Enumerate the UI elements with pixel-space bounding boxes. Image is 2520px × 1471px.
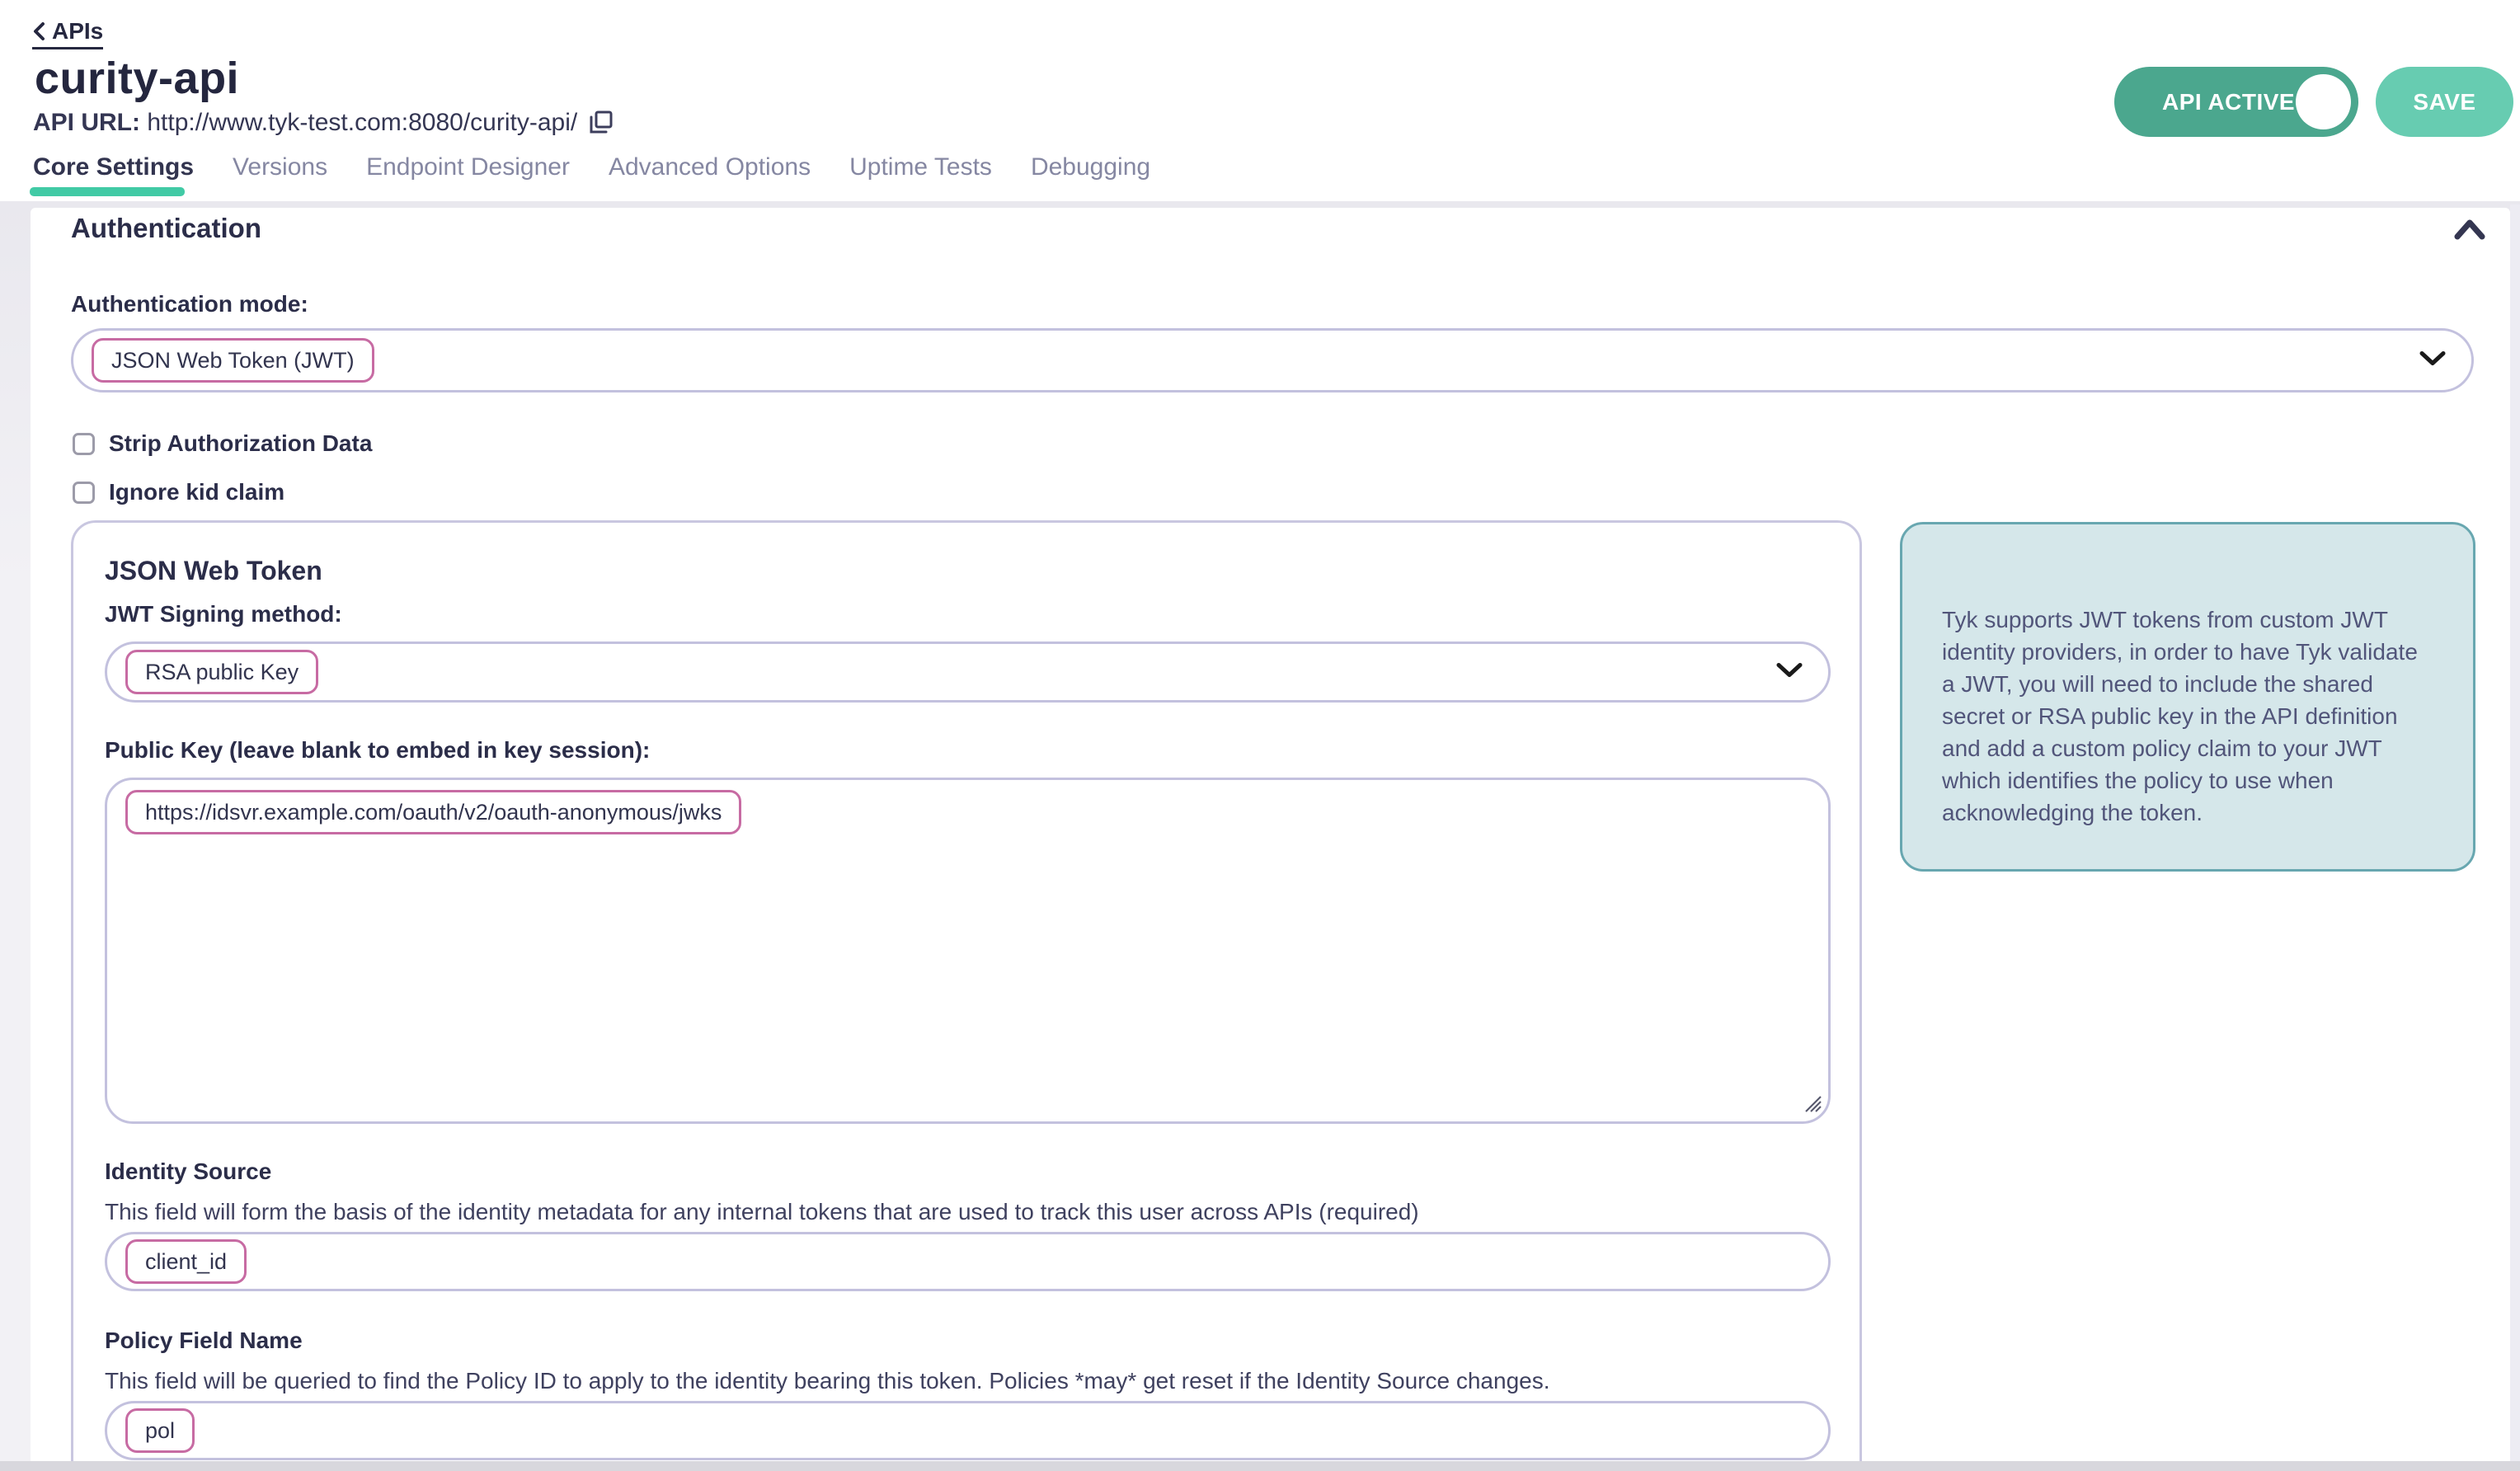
chevron-left-icon	[32, 21, 45, 41]
policy-field-name-input[interactable]	[105, 1401, 1831, 1460]
vertical-scrollbar[interactable]	[2510, 204, 2520, 1461]
tab-versions[interactable]: Versions	[233, 153, 328, 181]
public-key-textarea[interactable]	[105, 778, 1831, 1124]
auth-mode-pill: JSON Web Token (JWT)	[92, 338, 374, 383]
active-tab-indicator	[30, 187, 185, 196]
tab-advanced-options[interactable]: Advanced Options	[608, 153, 811, 181]
tab-core-settings[interactable]: Core Settings	[33, 153, 195, 181]
horizontal-scrollbar[interactable]	[0, 1461, 2520, 1471]
public-key-pill: https://idsvr.example.com/oauth/v2/oauth-anonymous/jwks	[125, 790, 741, 834]
jwt-info-text: Tyk supports JWT tokens from custom JWT identity providers, in order to have Tyk validate a JWT, you will need to include the shared secret or RSA public key in the API definition and add a custom policy claim to your JWT which identifies the policy to use when acknowledging the token.	[1942, 607, 2418, 825]
chevron-down-icon	[2419, 350, 2447, 371]
jwt-signing-method-select[interactable]	[105, 642, 1831, 703]
tab-debugging[interactable]: Debugging	[1030, 153, 1151, 181]
public-key-label: Public Key (leave blank to embed in key session):	[105, 737, 651, 763]
api-url-label: API URL:	[33, 109, 140, 136]
jwt-signing-method-pill: RSA public Key	[125, 650, 318, 694]
breadcrumb-label: APIs	[52, 18, 104, 44]
ignore-kid-claim-label: Ignore kid claim	[109, 479, 285, 505]
identity-source-help: This field will form the basis of the identity metadata for any internal tokens that are used to track this user across APIs (required)	[105, 1199, 1419, 1224]
chevron-down-icon	[1775, 662, 1803, 683]
api-url-row	[33, 109, 614, 137]
authentication-section-title: Authentication	[71, 213, 261, 243]
api-active-toggle[interactable]	[2114, 67, 2358, 137]
save-button[interactable]: SAVE	[2376, 67, 2513, 137]
breadcrumb[interactable]	[32, 18, 103, 49]
page-title: curity-api	[35, 54, 240, 103]
tab-bar	[33, 153, 1150, 181]
policy-field-name-pill: pol	[125, 1408, 195, 1453]
strip-authorization-checkbox-row[interactable]	[73, 430, 372, 458]
identity-source-label: Identity Source	[105, 1158, 272, 1184]
policy-field-name-help: This field will be queried to find the Policy ID to apply to the identity bearing this token. Policies *may* get reset if the Identity Source changes.	[105, 1368, 1550, 1393]
identity-source-input[interactable]	[105, 1232, 1831, 1291]
jwt-panel-title: JSON Web Token	[105, 556, 322, 585]
api-url-value: http://www.tyk-test.com:8080/curity-api/	[147, 109, 578, 136]
strip-authorization-label: Strip Authorization Data	[109, 430, 373, 456]
auth-mode-select[interactable]	[71, 328, 2474, 392]
jwt-signing-method-label: JWT Signing method:	[105, 601, 342, 627]
toggle-knob	[2296, 74, 2351, 129]
ignore-kid-claim-checkbox[interactable]	[73, 482, 95, 504]
collapse-section-button[interactable]	[2451, 214, 2489, 247]
tab-uptime-tests[interactable]: Uptime Tests	[849, 153, 992, 181]
jwt-info-box	[1900, 522, 2475, 872]
chevron-up-icon	[2457, 223, 2482, 237]
tab-endpoint-designer[interactable]: Endpoint Designer	[366, 153, 570, 181]
resize-handle-icon[interactable]	[1801, 1092, 1822, 1117]
copy-icon[interactable]	[587, 110, 614, 136]
auth-mode-label: Authentication mode:	[71, 291, 308, 317]
policy-field-name-label: Policy Field Name	[105, 1328, 303, 1353]
strip-authorization-checkbox[interactable]	[73, 433, 95, 455]
identity-source-pill: client_id	[125, 1239, 247, 1284]
api-active-label: API ACTIVE	[2162, 88, 2296, 115]
ignore-kid-claim-checkbox-row[interactable]	[73, 478, 284, 506]
